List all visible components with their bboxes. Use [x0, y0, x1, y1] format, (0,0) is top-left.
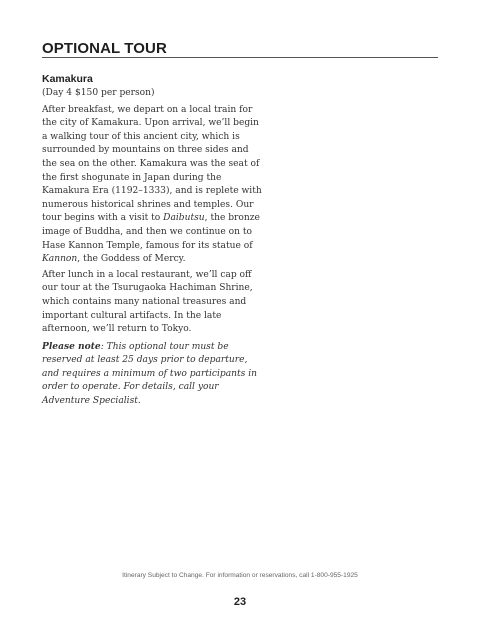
paragraph-itinerary [42, 104, 264, 267]
kannon-term: Kannon [42, 254, 78, 265]
tour-name: Kamakura [42, 73, 93, 85]
note-text: : This optional tour must be reserved at least 25 days prior to departure, and requires a minimum of two participants in order to operate. For details, call your Adventure Specialist. [42, 341, 257, 407]
page-number: 23 [233, 596, 247, 608]
tour-description [42, 73, 264, 411]
paragraph-text: After breakfast, we depart on a local train for the city of Kamakura. Upon arrival, we’ll begin a walking tour of this ancient city, which is surrounded by mountains on three sides and the sea on the other. Kamakura was the seat of the first shogunate in Japan during the Kamakura Era (1192–1333), and is replete with numerous historical shrines and temples. Our tour begins with a visit to [42, 104, 262, 224]
title-divider [42, 57, 438, 58]
footer-disclaimer: Itinerary Subject to Change. For information or reservations, call 1-800-955-1925 [122, 572, 358, 579]
paragraph-text: , the bronze image of Buddha, and then we continue on to Hase Kannon Temple, famous for its statue of [42, 213, 260, 251]
reservation-note [42, 340, 264, 409]
tour-price: (Day 4 $150 per person) [42, 88, 155, 98]
paragraph-afternoon: After lunch in a local restaurant, we’ll cap off our tour at the Tsurugaoka Hachiman Shrine, which contains many national treasures and important cultural artifacts. In the late afternoon, we’ll return to Tokyo. [42, 269, 253, 335]
section-title: OPTIONAL TOUR [42, 40, 167, 57]
note-label: Please note [42, 340, 101, 352]
daibutsu-term: Daibutsu [163, 213, 205, 224]
paragraph-text: , the Goddess of Mercy. [77, 254, 186, 265]
